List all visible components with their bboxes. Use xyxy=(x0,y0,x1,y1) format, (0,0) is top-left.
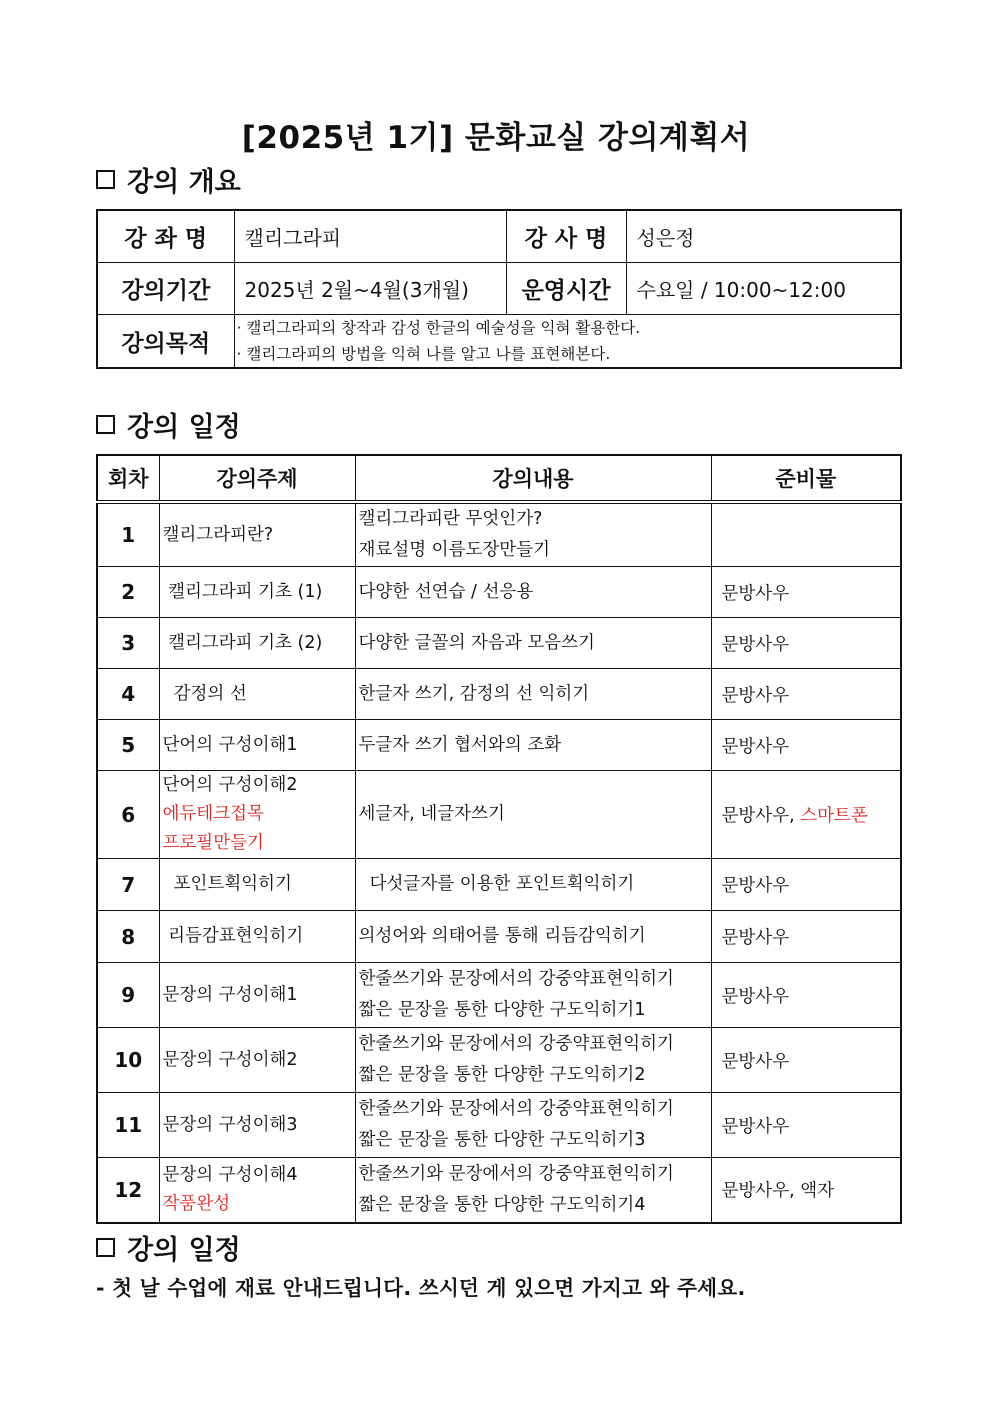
header-session: 회차 xyxy=(97,455,159,502)
section-label: 강의 일정 xyxy=(127,1235,241,1266)
schedule-row xyxy=(97,963,901,1028)
session-number: 11 xyxy=(97,1093,159,1158)
checkbox-square-icon xyxy=(96,1238,115,1257)
purpose-line: · 캘리그라피의 방법을 익혀 나를 알고 나를 표현해본다. xyxy=(236,345,611,363)
section-label: 강의 개요 xyxy=(127,167,241,198)
topic-line: 단어의 구성이해1 xyxy=(162,734,298,755)
schedule-row xyxy=(97,1028,901,1093)
materials-highlight: 스마트폰 xyxy=(800,806,868,826)
session-number: 6 xyxy=(97,771,159,859)
topic-line: 문장의 구성이해4 xyxy=(162,1164,298,1185)
content-line: 한줄쓰기와 문장에서의 강중약표현익히기 xyxy=(358,1099,674,1119)
topic-line: 캘리그라피란? xyxy=(162,524,274,545)
content-line: 짧은 문장을 통한 다양한 구도익히기2 xyxy=(358,1065,646,1085)
session-topic xyxy=(159,1093,355,1158)
session-number: 2 xyxy=(97,567,159,618)
materials-text: 문방사우, 액자 xyxy=(721,1181,835,1202)
content-line: 캘리그라피란 무엇인가? xyxy=(358,509,543,529)
instructor-label: 강 사 명 xyxy=(506,210,626,263)
period-value: 2025년 2월~4월(3개월) xyxy=(234,263,506,315)
session-content xyxy=(355,502,711,567)
session-materials xyxy=(711,618,901,669)
session-topic xyxy=(159,859,355,911)
session-materials xyxy=(711,1028,901,1093)
schedule-table xyxy=(96,454,902,1224)
session-topic xyxy=(159,502,355,567)
topic-line: 문장의 구성이해2 xyxy=(162,1049,298,1070)
purpose-line: · 캘리그라피의 창작과 감성 한글의 예술성을 익혀 활용한다. xyxy=(236,319,641,337)
topic-highlight-line: 작품완성 xyxy=(162,1193,231,1214)
topic-line: 캘리그라피 기초 (2) xyxy=(162,632,323,653)
session-content xyxy=(355,1093,711,1158)
topic-highlight-line: 에듀테크접목 xyxy=(162,804,264,824)
topic-line: 포인트획익히기 xyxy=(162,874,292,894)
schedule-row xyxy=(97,669,901,720)
content-line: 재료설명 이름도장만들기 xyxy=(358,540,551,560)
content-line: 의성어와 의태어를 통해 리듬감익히기 xyxy=(358,926,646,946)
session-topic xyxy=(159,567,355,618)
session-content xyxy=(355,1158,711,1223)
content-line: 다양한 글꼴의 자음과 모음쓰기 xyxy=(358,632,595,653)
session-topic xyxy=(159,963,355,1028)
header-materials: 준비물 xyxy=(711,455,901,502)
session-number: 9 xyxy=(97,963,159,1028)
session-content xyxy=(355,720,711,771)
materials-text: 문방사우 xyxy=(721,1116,790,1137)
purpose-label: 강의목적 xyxy=(97,315,234,369)
topic-line: 리듬감표현익히기 xyxy=(162,926,304,946)
instructor-value: 성은정 xyxy=(626,210,901,263)
materials-text: 문방사우 xyxy=(721,583,790,604)
materials-text: 문방사우 xyxy=(721,928,790,948)
course-name-value: 캘리그라피 xyxy=(234,210,506,263)
session-number: 1 xyxy=(97,502,159,567)
materials-text: 문방사우 xyxy=(721,986,790,1007)
session-materials xyxy=(711,1158,901,1223)
topic-highlight-line: 프로필만들기 xyxy=(162,833,264,853)
topic-line: 단어의 구성이해2 xyxy=(162,775,298,795)
overview-table xyxy=(96,209,902,369)
session-content xyxy=(355,963,711,1028)
content-line: 짧은 문장을 통한 다양한 구도익히기1 xyxy=(358,1000,646,1020)
session-number: 3 xyxy=(97,618,159,669)
period-label: 강의기간 xyxy=(97,263,234,315)
content-line: 다양한 선연습 / 선응용 xyxy=(358,581,534,602)
schedule-row xyxy=(97,618,901,669)
session-content xyxy=(355,1028,711,1093)
session-materials xyxy=(711,1093,901,1158)
checkbox-square-icon xyxy=(96,170,115,189)
section-label: 강의 일정 xyxy=(127,412,241,443)
session-materials xyxy=(711,911,901,963)
header-topic: 강의주제 xyxy=(159,455,355,502)
topic-line: 캘리그라피 기초 (1) xyxy=(162,581,323,602)
session-materials xyxy=(711,963,901,1028)
session-materials xyxy=(711,567,901,618)
session-topic xyxy=(159,618,355,669)
session-materials xyxy=(711,502,901,567)
document-title: [2025년 1기] 문화교실 강의계획서 xyxy=(241,120,751,156)
schedule-row xyxy=(97,502,901,567)
session-materials xyxy=(711,720,901,771)
session-number: 7 xyxy=(97,859,159,911)
session-number: 4 xyxy=(97,669,159,720)
session-materials xyxy=(711,771,901,859)
session-content xyxy=(355,618,711,669)
content-line: 두글자 쓰기 협서와의 조화 xyxy=(358,734,562,755)
materials-text: 문방사우 xyxy=(721,876,790,896)
content-line: 한글자 쓰기, 감정의 선 익히기 xyxy=(358,683,590,704)
hours-value: 수요일 / 10:00~12:00 xyxy=(626,263,901,315)
session-number: 5 xyxy=(97,720,159,771)
session-topic xyxy=(159,669,355,720)
schedule-row xyxy=(97,1158,901,1223)
course-name-label: 강 좌 명 xyxy=(97,210,234,263)
schedule-row xyxy=(97,859,901,911)
session-topic xyxy=(159,771,355,859)
materials-text: 문방사우 xyxy=(721,1051,790,1072)
topic-line: 문장의 구성이해3 xyxy=(162,1114,298,1135)
session-materials xyxy=(711,859,901,911)
content-line: 세글자, 네글자쓰기 xyxy=(358,804,505,824)
section-heading-notice xyxy=(96,1228,241,1267)
schedule-row xyxy=(97,911,901,963)
section-heading-overview xyxy=(96,160,241,199)
content-line: 다섯글자를 이용한 포인트획익히기 xyxy=(358,874,635,894)
schedule-row xyxy=(97,1093,901,1158)
header-content: 강의내용 xyxy=(355,455,711,502)
session-content xyxy=(355,859,711,911)
section-heading-schedule xyxy=(96,405,241,444)
topic-line: 감정의 선 xyxy=(162,683,247,704)
materials-text: 문방사우, xyxy=(721,806,801,826)
content-line: 한줄쓰기와 문장에서의 강중약표현익히기 xyxy=(358,1163,674,1184)
session-topic xyxy=(159,720,355,771)
checkbox-square-icon xyxy=(96,415,115,434)
schedule-row xyxy=(97,720,901,771)
session-number: 10 xyxy=(97,1028,159,1093)
session-content xyxy=(355,567,711,618)
session-content xyxy=(355,669,711,720)
notice-text: - 첫 날 수업에 재료 안내드립니다. 쓰시던 게 있으면 가지고 와 주세요. xyxy=(96,1276,746,1300)
session-topic xyxy=(159,1028,355,1093)
content-line: 짧은 문장을 통한 다양한 구도익히기3 xyxy=(358,1130,646,1150)
session-topic xyxy=(159,1158,355,1223)
session-content xyxy=(355,771,711,859)
content-line: 짧은 문장을 통한 다양한 구도익히기4 xyxy=(358,1194,646,1215)
content-line: 한줄쓰기와 문장에서의 강중약표현익히기 xyxy=(358,969,674,989)
hours-label: 운영시간 xyxy=(506,263,626,315)
schedule-row xyxy=(97,771,901,859)
session-number: 12 xyxy=(97,1158,159,1223)
materials-text: 문방사우 xyxy=(721,634,790,655)
materials-text: 문방사우 xyxy=(721,685,790,706)
materials-text: 문방사우 xyxy=(721,736,790,757)
session-number: 8 xyxy=(97,911,159,963)
session-topic xyxy=(159,911,355,963)
session-materials xyxy=(711,669,901,720)
topic-line: 문장의 구성이해1 xyxy=(162,984,298,1005)
content-line: 한줄쓰기와 문장에서의 강중약표현익히기 xyxy=(358,1034,674,1054)
schedule-row xyxy=(97,567,901,618)
session-content xyxy=(355,911,711,963)
purpose-value xyxy=(234,315,901,369)
